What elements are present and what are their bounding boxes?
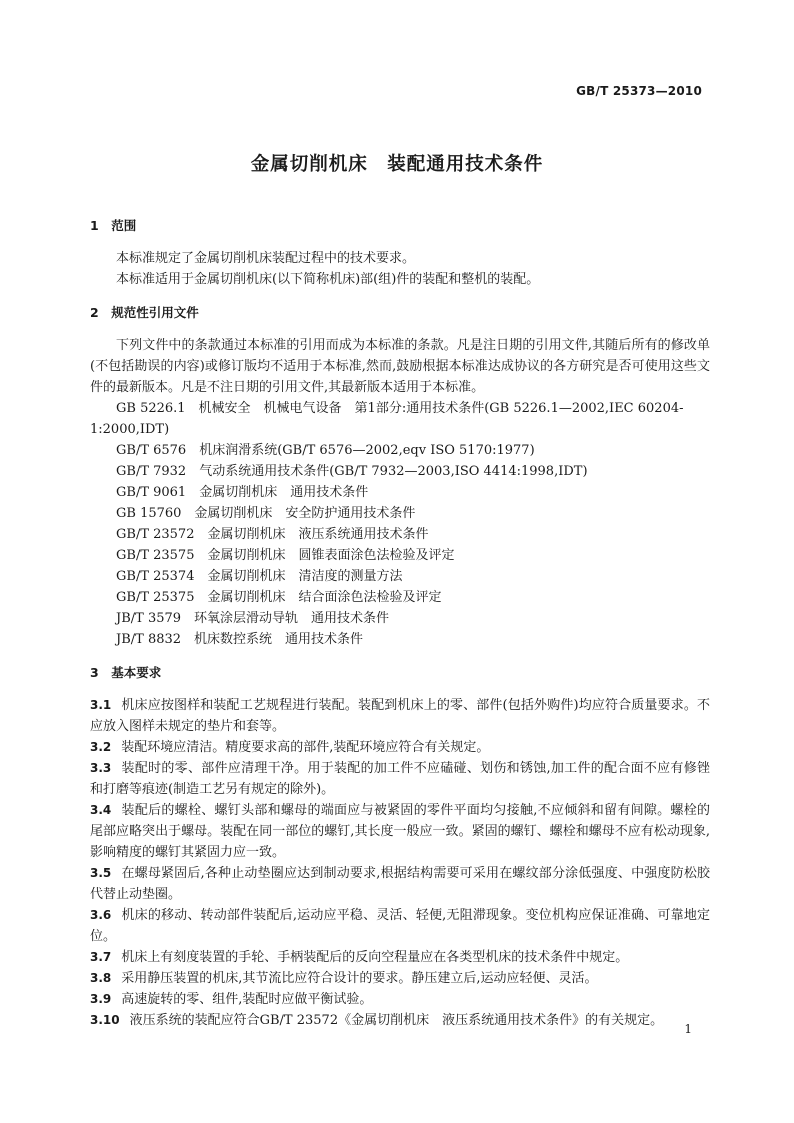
clause (90, 758, 710, 800)
clause-text: 采用静压装置的机床,其节流比应符合设计的要求。静压建立后,运动应轻便、灵活。 (121, 971, 598, 986)
reference-item: GB 15760 金属切削机床 安全防护通用技术条件 (116, 506, 416, 521)
paragraph: 下列文件中的条款通过本标准的引用而成为本标准的条款。凡是注日期的引用文件,其随后所有的修改单(不包括勘误的内容)或修订版均不适用于本标准,然而,鼓励根据本标准达成协议的各方研究是否可使用这些文件的最新版本。凡是不注日期的引用文件,其最新版本适用于本标准。 (90, 338, 710, 395)
reference-item: JB/T 8832 机床数控系统 通用技术条件 (116, 632, 364, 647)
clause-text: 机床的移动、转动部件装配后,运动应平稳、灵活、轻便,无阻滞现象。变位机构应保证准确、可靠地定位。 (90, 908, 710, 944)
clause (90, 968, 710, 989)
clause (90, 737, 710, 758)
clause-text: 机床上有刻度装置的手轮、手柄装配后的反向空程量应在各类型机床的技术条件中规定。 (121, 950, 629, 965)
reference-item: GB/T 6576 机床润滑系统(GB/T 6576—2002,eqv ISO 5170:1977) (116, 443, 535, 458)
paragraph: 本标准规定了金属切削机床装配过程中的技术要求。 (116, 251, 416, 266)
clause-text: 装配环境应清洁。精度要求高的部件,装配环境应符合有关规定。 (121, 740, 490, 755)
clause (90, 989, 710, 1010)
reference-item: GB/T 23572 金属切削机床 液压系统通用技术条件 (116, 527, 429, 542)
clause (90, 863, 710, 905)
section-1-heading: 1 范围 (90, 218, 137, 233)
clause (90, 1010, 710, 1031)
reference-item: GB/T 25374 金属切削机床 清洁度的测量方法 (116, 569, 403, 584)
clause-number: 3.8 (90, 971, 112, 985)
clause (90, 905, 710, 947)
clause-number: 3.7 (90, 950, 112, 964)
clause-number: 3.4 (90, 803, 112, 817)
paragraph: 本标准适用于金属切削机床(以下简称机床)部(组)件的装配和整机的装配。 (116, 272, 540, 287)
section-2-heading: 2 规范性引用文件 (90, 305, 199, 320)
clause-text: 高速旋转的零、组件,装配时应做平衡试验。 (121, 992, 373, 1007)
clause-number: 3.10 (90, 1013, 120, 1027)
clause-text: 装配时的零、部件应清理干净。用于装配的加工件不应磕碰、划伤和锈蚀,加工件的配合面不应有修锉和打磨等痕迹(制造工艺另有规定的除外)。 (90, 761, 710, 797)
clause-text: 机床应按图样和装配工艺规程进行装配。装配到机床上的零、部件(包括外购件)均应符合质量要求。不应放入图样未规定的垫片和套等。 (90, 698, 710, 734)
page-number: 1 (684, 1022, 692, 1036)
reference-item: GB/T 25375 金属切削机床 结合面涂色法检验及评定 (116, 590, 442, 605)
standard-code: GB/T 25373—2010 (576, 84, 702, 98)
clause-text: 装配后的螺栓、螺钉头部和螺母的端面应与被紧固的零件平面均匀接触,不应倾斜和留有间隙。螺栓的尾部应略突出于螺母。装配在同一部位的螺钉,其长度一般应一致。紧固的螺钉、螺栓和螺母不应有松动现象,影响精度的螺钉其紧固力应一致。 (90, 803, 710, 860)
clause (90, 695, 710, 737)
clause-number: 3.1 (90, 698, 112, 712)
clause-number: 3.6 (90, 908, 112, 922)
clause-text: 液压系统的装配应符合GB/T 23572《金属切削机床 液压系统通用技术条件》的有关规定。 (129, 1013, 664, 1028)
reference-item: GB/T 9061 金属切削机床 通用技术条件 (116, 485, 369, 500)
reference-item: GB/T 7932 气动系统通用技术条件(GB/T 7932—2003,ISO 4414:1998,IDT) (116, 464, 588, 479)
reference-item: GB/T 23575 金属切削机床 圆锥表面涂色法检验及评定 (116, 548, 455, 563)
clause-number: 3.3 (90, 761, 112, 775)
clause-number: 3.9 (90, 992, 112, 1006)
document-body (90, 215, 710, 1031)
section-3-heading: 3 基本要求 (90, 665, 162, 680)
clause-number: 3.2 (90, 740, 112, 754)
document-title: 金属切削机床 装配通用技术条件 (250, 154, 544, 175)
clause-number: 3.5 (90, 866, 112, 880)
reference-item: JB/T 3579 环氧涂层滑动导轨 通用技术条件 (116, 611, 390, 626)
clause-text: 在螺母紧固后,各种止动垫圈应达到制动要求,根据结构需要可采用在螺纹部分涂低强度、中强度防松胶代替止动垫圈。 (90, 866, 710, 902)
reference-item: GB 5226.1 机械安全 机械电气设备 第1部分:通用技术条件(GB 5226.1—2002,IEC 60204-1:2000,IDT) (90, 401, 684, 437)
clause (90, 800, 710, 863)
clause (90, 947, 710, 968)
